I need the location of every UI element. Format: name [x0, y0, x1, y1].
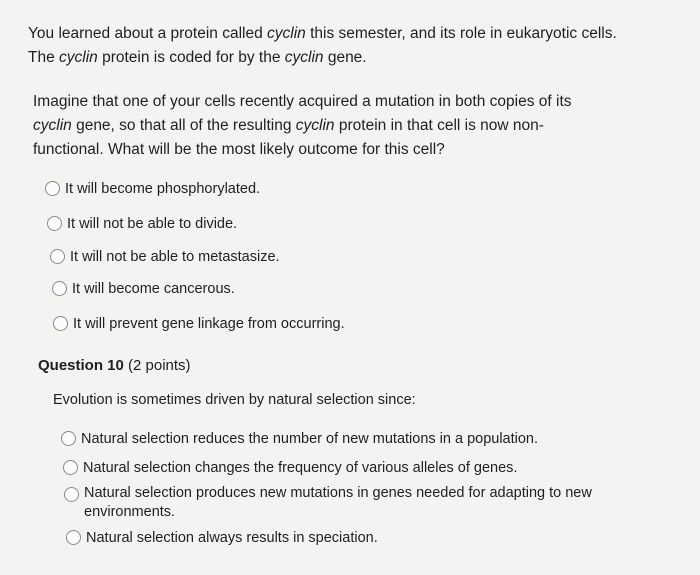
q9-text-1: Imagine that one of your cells recently acquired a mutation in both copies of its: [33, 93, 572, 110]
q9-option-2[interactable]: [47, 215, 237, 233]
intro-paragraph: [28, 22, 628, 70]
option-label: It will not be able to metastasize.: [70, 249, 280, 265]
intro-text-3: protein is coded for by the: [97, 49, 285, 66]
q9-option-1[interactable]: [45, 180, 260, 198]
q9-cyclin-2: cyclin: [295, 117, 335, 134]
q10-option-2[interactable]: [63, 459, 517, 478]
radio-button[interactable]: [52, 281, 67, 296]
radio-button[interactable]: [61, 431, 76, 446]
intro-cyclin-3: cyclin: [284, 49, 324, 66]
q9-text-2: gene, so that all of the resulting: [71, 117, 296, 134]
intro-text-1: You learned about a protein called: [28, 25, 268, 42]
radio-button[interactable]: [66, 530, 81, 545]
option-label: Natural selection produces new mutations in genes needed for adapting to new environments.: [84, 485, 592, 520]
q9-text-3: protein in that cell is now non-functional. What will be the most likely outcome for this cell?: [33, 117, 544, 158]
option-label: Natural selection reduces the number of new mutations in a population.: [81, 431, 539, 447]
radio-button[interactable]: [64, 487, 79, 502]
option-label: It will not be able to divide.: [67, 216, 238, 232]
q10-option-1[interactable]: [61, 430, 538, 449]
intro-cyclin-1: cyclin: [267, 25, 306, 42]
q9-cyclin-1: cyclin: [33, 117, 72, 134]
question-10-title: Question 10: [38, 357, 124, 374]
intro-text-4: gene.: [323, 49, 367, 66]
intro-cyclin-2: cyclin: [59, 49, 98, 66]
question-9-stem: [33, 90, 613, 162]
question-10-stem: Evolution is sometimes driven by natural selection since:: [53, 392, 416, 408]
option-label: Natural selection changes the frequency of various alleles of genes.: [83, 460, 518, 476]
radio-button[interactable]: [63, 460, 78, 475]
q10-option-3[interactable]: [64, 484, 594, 522]
q9-option-3[interactable]: [50, 248, 280, 266]
option-label: It will prevent gene linkage from occurring.: [73, 316, 345, 332]
radio-button[interactable]: [50, 249, 65, 264]
q9-option-4[interactable]: [52, 280, 235, 298]
radio-button[interactable]: [53, 316, 68, 331]
option-label: Natural selection always results in speciation.: [86, 530, 378, 546]
q9-option-5[interactable]: [53, 315, 345, 333]
option-label: It will become cancerous.: [72, 281, 235, 297]
question-10-header: [38, 357, 191, 374]
question-10-points: (2 points): [123, 357, 191, 374]
option-label: It will become phosphorylated.: [65, 181, 261, 197]
q10-option-4[interactable]: [66, 529, 378, 548]
intro-text-2: this semester, and its role in eukaryotic cells. The: [28, 25, 617, 66]
radio-button[interactable]: [45, 181, 60, 196]
radio-button[interactable]: [47, 216, 62, 231]
